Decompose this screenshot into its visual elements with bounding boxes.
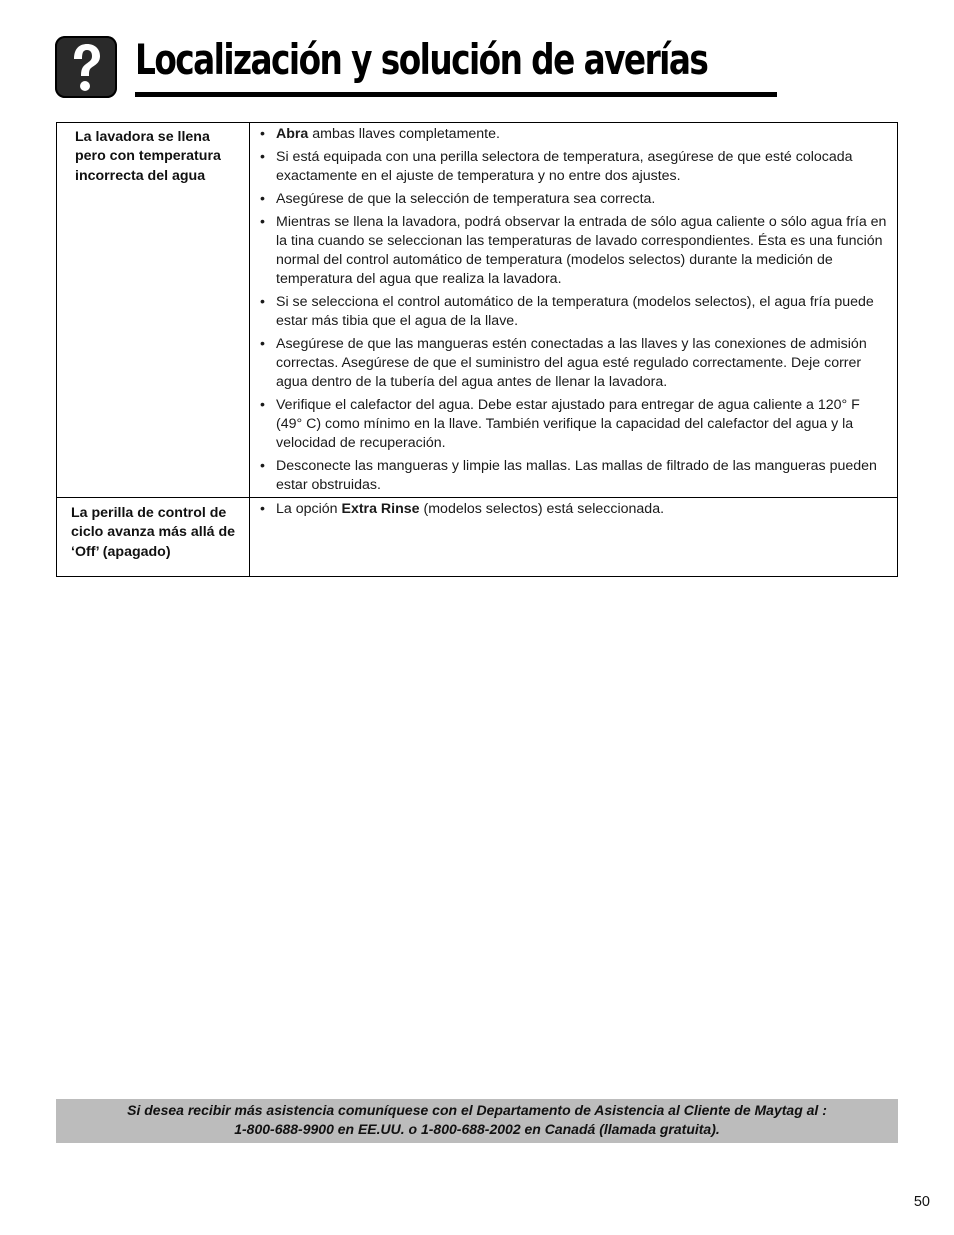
table-row [57,123,898,498]
troubleshooting-table [56,122,898,577]
problem-cell: La perilla de control de ciclo avanza más allá de ‘Off’ (apagado) [57,498,250,577]
title-underline [135,92,777,97]
list-item: • Verifique el calefactor del agua. Debe estar ajustado para entregar de agua caliente a 120° F (49° C) como mínimo en la llave. También verifique la capacidad del calefactor del agua y la velocidad de recuperación. [260,396,889,453]
solutions-cell [250,123,898,498]
table-row [57,498,898,577]
page-title: Localización y solución de averías [135,35,708,84]
list-item: • Abra ambas llaves completamente. [260,125,889,144]
page-number: 50 [913,1194,930,1210]
question-mark-icon [55,36,117,98]
list-item: • Asegúrese de que las mangueras estén conectadas a las llaves y las conexiones de admisión correctas. Asegúrese de que el suministro del agua esté regulado correctamente. Deje correr agua dentro de la tubería del agua antes de llenar la lavadora. [260,335,889,392]
assistance-banner [56,1099,898,1143]
solutions-cell [250,498,898,577]
list-item: • Mientras se llena la lavadora, podrá observar la entrada de sólo agua caliente o sólo agua fría en la tina cuando se seleccionan las temperaturas de lavado correspondientes. Ésta es una función normal del control automático de temperatura (modelos selectos) durante la medición de temperatura del agua que realiza la lavadora. [260,213,889,289]
list-item: • Asegúrese de que la selección de temperatura sea correcta. [260,190,889,209]
assistance-line-1: Si desea recibir más asistencia comuníquese con el Departamento de Asistencia al Cliente de Maytag al : [127,1102,827,1118]
page-header [55,30,735,100]
assistance-line-2: 1-800-688-9900 en EE.UU. o 1-800-688-2002 en Canadá (llamada gratuita). [234,1121,720,1137]
list-item: • Desconecte las mangueras y limpie las mallas. Las mallas de filtrado de las mangueras pueden estar obstruidas. [260,457,889,495]
list-item: • Si está equipada con una perilla selectora de temperatura, asegúrese de que esté colocada exactamente en el ajuste de temperatura y no entre dos ajustes. [260,148,889,186]
solutions-list [250,123,897,497]
list-item: • Si se selecciona el control automático de la temperatura (modelos selectos), el agua fría puede estar más tibia que el agua de la llave. [260,293,889,331]
list-item: • La opción Extra Rinse (modelos selectos) está seleccionada. [260,500,889,519]
problem-cell: La lavadora se llena pero con temperatura incorrecta del agua [57,123,250,498]
solutions-list [250,498,897,521]
